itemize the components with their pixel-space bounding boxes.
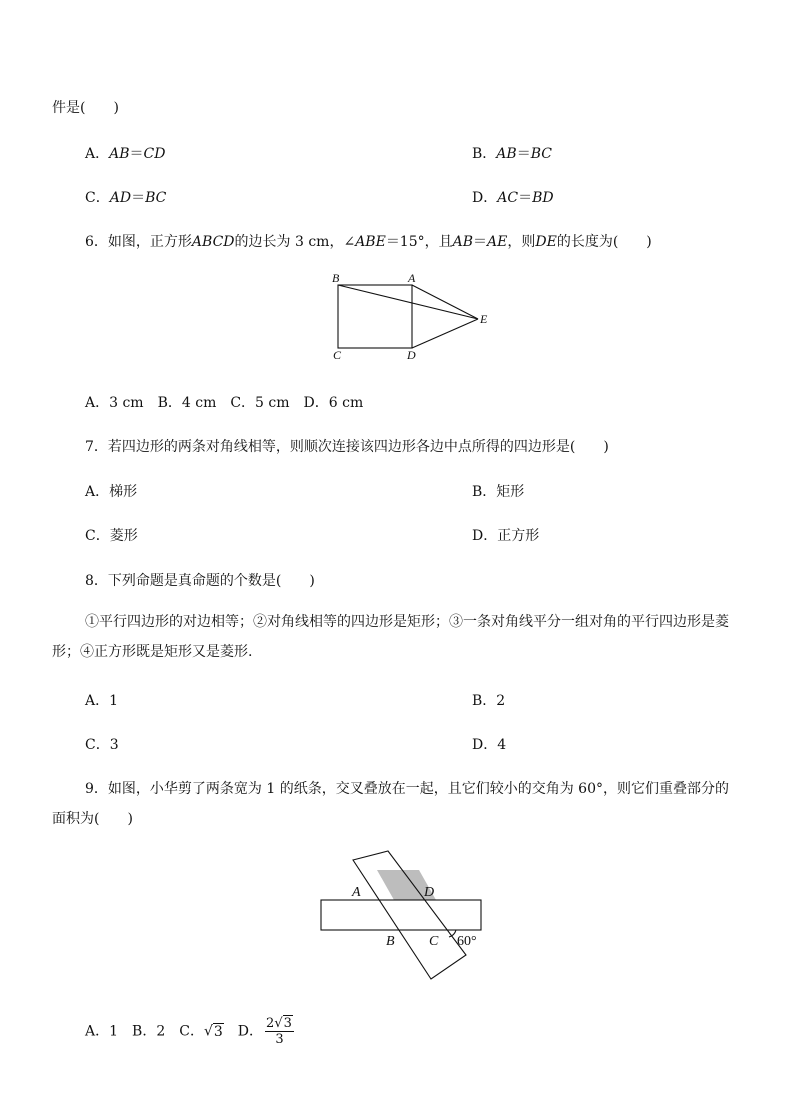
q7-option-c: C．菱形 [85,528,138,544]
label-a: A [352,885,361,900]
carry-over-line: 件是( ) [52,100,119,116]
label-e: E [480,312,488,326]
q5-option-a [85,143,165,163]
segment: BD [532,190,554,206]
q9-option-a: A．1 [85,1023,119,1040]
label-b: B [332,271,340,285]
segment-de [412,319,478,348]
relation: ＝ [129,146,144,162]
q9-option-d-label: D． [237,1023,264,1040]
segment: AB [109,146,130,162]
q7-option-b: B．矩形 [472,484,525,500]
q8-option-b: B．2 [472,693,506,709]
q6-stem [85,231,652,251]
q9-strips-figure [318,848,493,983]
stem-text: ＝ [473,234,488,250]
stem-var: DE [535,234,557,250]
option-label: B． [472,146,497,162]
q5-option-c [85,187,166,207]
q7-option-d: D．正方形 [472,528,540,544]
segment: BC [530,146,552,162]
horizontal-strip [321,900,481,930]
option-label: D． [472,190,498,206]
q8-stem: 8．下列命题是真命题的个数是( ) [85,573,315,589]
stem-var: ABE [355,234,386,250]
q8-statements: ①平行四边形的对边相等；②对角线相等的四边形是矩形；③一条对角线平分一组对角的平行四边形是菱形；④正方形既是矩形又是菱形. [52,614,729,660]
relation: ＝ [516,146,531,162]
segment: BC [145,190,167,206]
label-c: C [429,934,439,949]
segment: AD [109,190,132,206]
q9-option-d-fraction: $\frac{2√3}{3}$ [266,1016,292,1047]
segment: AC [497,190,519,206]
q8-option-a: A．1 [85,693,119,709]
relation: ＝ [518,190,533,206]
option-label: C． [85,190,110,206]
q5-option-d [472,187,554,207]
q9-option-b: B．2 [132,1023,166,1040]
q9-option-c-radicand: 3 [213,1023,223,1040]
stem-text: 6．如图，正方形 [85,234,192,250]
q9-option-d-denominator: 3 [275,1032,284,1047]
q9-option-d-radicand: 3 [283,1016,292,1031]
q9-options: A．1 B．2 C．√3 D． $\frac{2√3}{3}$ [85,1016,292,1047]
label-d: D [407,348,416,362]
stem-var: ABCD [191,234,235,250]
relation: ＝ [131,190,146,206]
segment-be [338,285,478,319]
segment: CD [143,146,166,162]
q9-stem: 9．如图，小华剪了两条宽为 1 的纸条，交叉叠放在一起，且它们较小的交角为 60°，则它们重叠部分的面积为( ) [52,781,729,827]
stem-text: 的长度为( ) [556,234,652,250]
q6-square-figure [320,270,500,365]
q6-options: A．3 cm B．4 cm C．5 cm D．6 cm [85,395,364,411]
label-b: B [386,934,395,949]
label-d: D [424,885,435,900]
stem-text: 的边长为 3 cm，∠ [234,234,356,250]
q7-stem: 7．若四边形的两条对角线相等，则顺次连接该四边形各边中点所得的四边形是( ) [85,439,609,455]
label-a: A [408,271,416,285]
label-c: C [333,348,342,362]
q8-option-c: C．3 [85,737,119,753]
q7-option-a: A．梯形 [85,484,138,500]
segment-ae [412,285,478,319]
q5-option-b [472,143,552,163]
segment: AB [496,146,517,162]
stem-var: AE [487,234,508,250]
stem-text: ＝15°，且 [385,234,453,250]
q9-option-d-coef: 2 [266,1016,275,1031]
q9-option-c-label: C． [179,1023,204,1040]
stem-text: ，则 [507,234,536,250]
stem-var: AB [452,234,474,250]
angle-label: 60° [457,934,477,949]
option-label: A． [85,146,110,162]
q8-option-d: D．4 [472,737,507,753]
